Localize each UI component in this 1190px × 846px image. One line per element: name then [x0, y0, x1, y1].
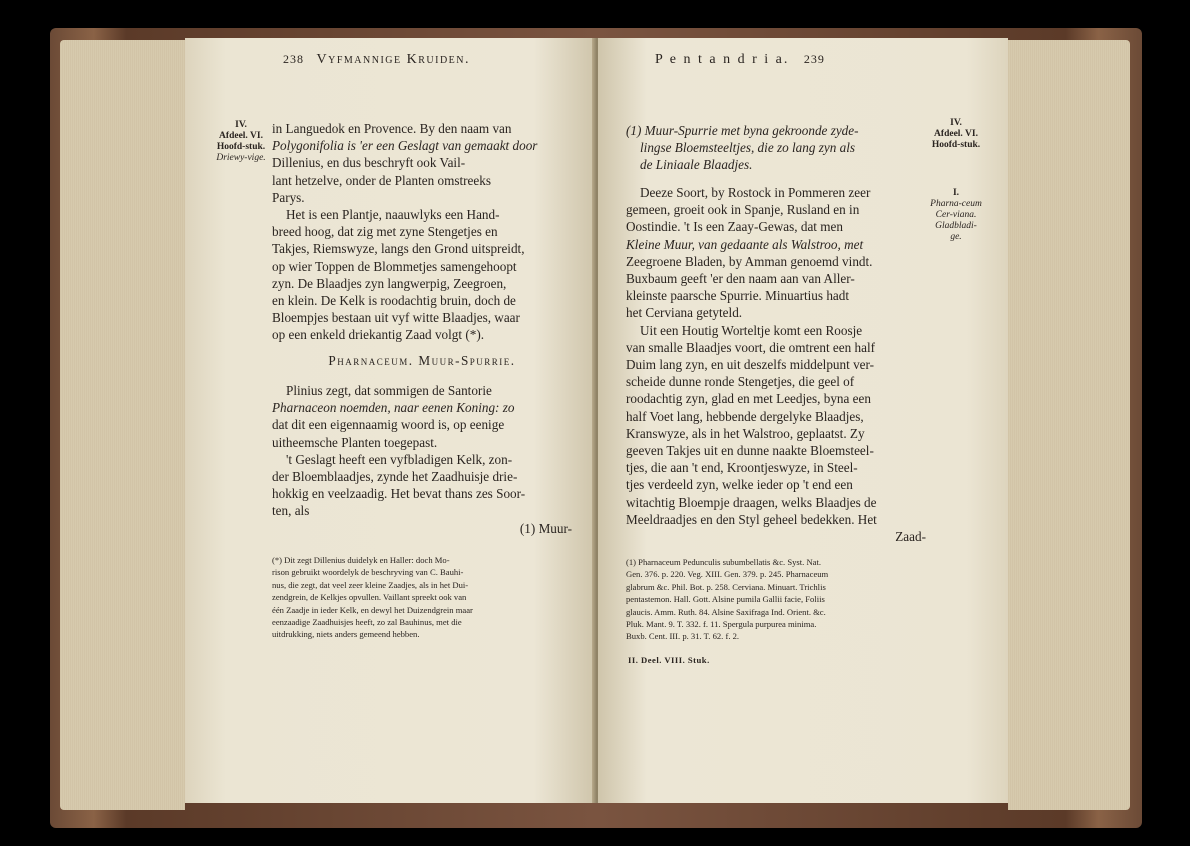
species-number: I.: [952, 188, 960, 198]
margin-chapter: Hoofd-stuk.: [216, 142, 266, 152]
margin-part: IV.: [950, 118, 962, 128]
text-line: Oostindie. 't Is een Zaay-Gewas, dat men: [626, 219, 843, 235]
text-line: lant hetzelve, onder de Planten omstreeks: [272, 172, 491, 188]
text-line: kleinste paarsche Spurrie. Minuartius hadt: [626, 288, 850, 304]
title-line: (1) Muur-Spurrie met byna gekroonde zyde-: [626, 123, 859, 138]
title-line: lingse Bloemsteeltjes, die zo lang zyn als: [640, 140, 855, 156]
footnote-line: nus, die zegt, dat veel zeer kleine Zaadjes, als in het Dui-: [272, 579, 469, 590]
text-line: Het is een Plantje, naauwlyks een Hand-: [286, 207, 500, 223]
text-line: Deeze Soort, by Rostock in Pommeren zeer: [640, 185, 871, 200]
text-line: Meeldraadjes en den Styl geheel bedekken. Het: [626, 511, 877, 527]
text-line: Zeegroene Bladen, by Amman genoemd vindt.: [626, 253, 873, 269]
footnote-line: pentastemon. Hall. Gott. Alsine pumila Gallii facie, Foliis: [626, 594, 825, 605]
text-line: op een enkeld driekantig Zaad volgt (*).: [272, 327, 485, 343]
margin-chapter: Hoofd-stuk.: [931, 140, 981, 150]
species-name: Pharna-ceum Cer-viana.: [930, 199, 982, 220]
text-line: gemeen, groeit ook in Spanje, Rusland en in: [626, 202, 860, 218]
text-line: half Voet lang, hebbende dergelyke Blaadjes,: [626, 408, 864, 424]
text-line: der Bloemblaadjes, zynde het Zaadhuisje drie-: [272, 469, 518, 485]
right-page-number: 239: [803, 52, 825, 66]
text-line: hokkig en veelzaadig. Het bevat thans zes Soor-: [272, 486, 526, 502]
text-line: witachtig Bloempje draagen, welks Blaadjes de: [626, 494, 877, 510]
text-line: roodachtig zyn, glad en met Leedjes, byna een: [626, 391, 871, 407]
title-line: de Liniaale Blaadjes.: [640, 157, 753, 173]
text-line: 't Geslagt heeft een vyfbladigen Kelk, zon-: [286, 451, 513, 467]
footnote-line: glabrum &c. Phil. Bot. p. 258. Cerviana. Minuart. Trichlis: [626, 581, 826, 592]
right-running-head: [655, 52, 825, 68]
text-line: geeven Takjes uit en dunne naakte Bloemsteel-: [626, 443, 874, 459]
left-body-text: [272, 120, 572, 344]
left-running-head: [283, 52, 470, 68]
text-line: Kleine Muur, van gedaante als Walstroo, met: [626, 236, 864, 252]
text-line: het Cerviana getyteld.: [626, 305, 743, 321]
species-common: Gladbladi-ge.: [935, 221, 977, 242]
text-line: zyn. De Blaadjes zyn langwerpig, Zeegroen,: [272, 275, 507, 291]
page-edges-right: [1008, 40, 1130, 810]
page-edges-left: [60, 40, 185, 810]
text-line: Uit een Houtig Worteltje komt een Roosje: [640, 322, 863, 338]
footnote-line: Pluk. Mant. 9. T. 332. f. 11. Spergula purpurea minima.: [626, 619, 817, 630]
right-margin-species: [930, 188, 982, 243]
left-catchword: (1) Muur-: [519, 521, 572, 536]
text-line: Duim lang zyn, en uit deszelfs middelpunt ver-: [626, 357, 875, 373]
footnote-line: eenzaadige Zaadhuisjes heeft, zo zal Bauhinus, met die: [272, 617, 462, 628]
right-body-text: [626, 184, 926, 528]
footnote-line: rison gebruikt woordelyk de beschryving van C. Bauhi-: [272, 567, 464, 578]
footnote-line: zendgrein, de Kelkjes opvullen. Vaillant spreekt ook van: [272, 592, 467, 603]
text-line: scheide dunne ronde Stengetjes, die geel of: [626, 374, 855, 390]
margin-species-note: Driewy-vige.: [216, 153, 266, 163]
text-line: dat dit een eigennaamig woord is, op eenige: [272, 417, 505, 433]
text-line: tjes verdeeld zyn, welke ieder op 't end een: [626, 477, 853, 493]
left-footnote: [272, 554, 574, 641]
footnote-line: Buxb. Cent. III. p. 31. T. 62. f. 2.: [626, 631, 740, 642]
text-line: Pharnaceon noemden, naar eenen Koning: zo: [272, 400, 515, 416]
text-line: in Languedok en Provence. By den naam van: [272, 121, 512, 136]
right-margin-note: [930, 118, 982, 151]
text-line: van smalle Blaadjes voort, die omtrent een half: [626, 339, 876, 355]
species-title: [626, 122, 926, 174]
footnote-line: glaucis. Amm. Ruth. 84. Alsine Saxifraga Ind. Orient. &c.: [626, 606, 826, 617]
footnote-line: één Zaadje in ieder Kelk, en dewyl het Duizendgrein maar: [272, 604, 473, 615]
footnote-line: (*) Dit zegt Dillenius duidelyk en Haller: doch Mo-: [272, 555, 450, 565]
margin-section: Afdeel. VI.: [934, 129, 978, 139]
right-catchword: Zaad-: [895, 529, 926, 544]
left-margin-note: [214, 120, 268, 164]
text-line: Takjes, Riemswyze, langs den Grond uitspreidt,: [272, 241, 525, 257]
text-line: Kranswyze, als in het Walstroo, geplaatst. Zy: [626, 425, 865, 441]
right-head-title: P e n t a n d r i a.: [655, 52, 790, 67]
footnote-line: uitdrukking, niets anders gemeend hebben.: [272, 629, 420, 640]
text-line: uitheemsche Planten toegepast.: [272, 434, 438, 450]
footnote-line: Gen. 376. p. 220. Veg. XIII. Gen. 379. p. 245. Pharnaceum: [626, 569, 829, 580]
text-line: Bloempjes bestaan uit vyf witte Blaadjes, waar: [272, 310, 520, 326]
margin-section: Afdeel. VI.: [219, 131, 263, 141]
margin-part: IV.: [235, 120, 247, 130]
text-line: op wier Toppen de Blommetjes samengehoopt: [272, 258, 517, 274]
text-line: ten, als: [272, 503, 310, 519]
text-line: tjes, die aan 't end, Kroontjeswyze, in Steel-: [626, 460, 858, 476]
footnote-line: (1) Pharnaceum Pedunculis subumbellatis &c. Syst. Nat.: [626, 557, 822, 567]
text-line: Parys.: [272, 189, 305, 205]
text-line: Polygonifolia is 'er een Geslagt van gemaakt door: [272, 138, 538, 154]
signature-mark: II. Deel. VIII. Stuk.: [628, 655, 710, 665]
left-head-title: Vyfmannige Kruiden.: [316, 52, 470, 67]
text-line: Buxbaum geeft 'er den naam aan van Aller-: [626, 271, 855, 287]
left-body-text-2: [272, 382, 572, 520]
genus-heading: Pharnaceum. Muur-Spurrie.: [328, 353, 516, 368]
text-line: Plinius zegt, dat sommigen de Santorie: [286, 383, 492, 398]
text-line: breed hoog, dat zig met zyne Stengetjes en: [272, 224, 498, 240]
left-page-number: 238: [283, 52, 304, 66]
text-line: Dillenius, en dus beschryft ook Vail-: [272, 155, 466, 171]
text-line: en klein. De Kelk is roodachtig bruin, doch de: [272, 293, 516, 309]
right-footnote: [626, 556, 930, 643]
